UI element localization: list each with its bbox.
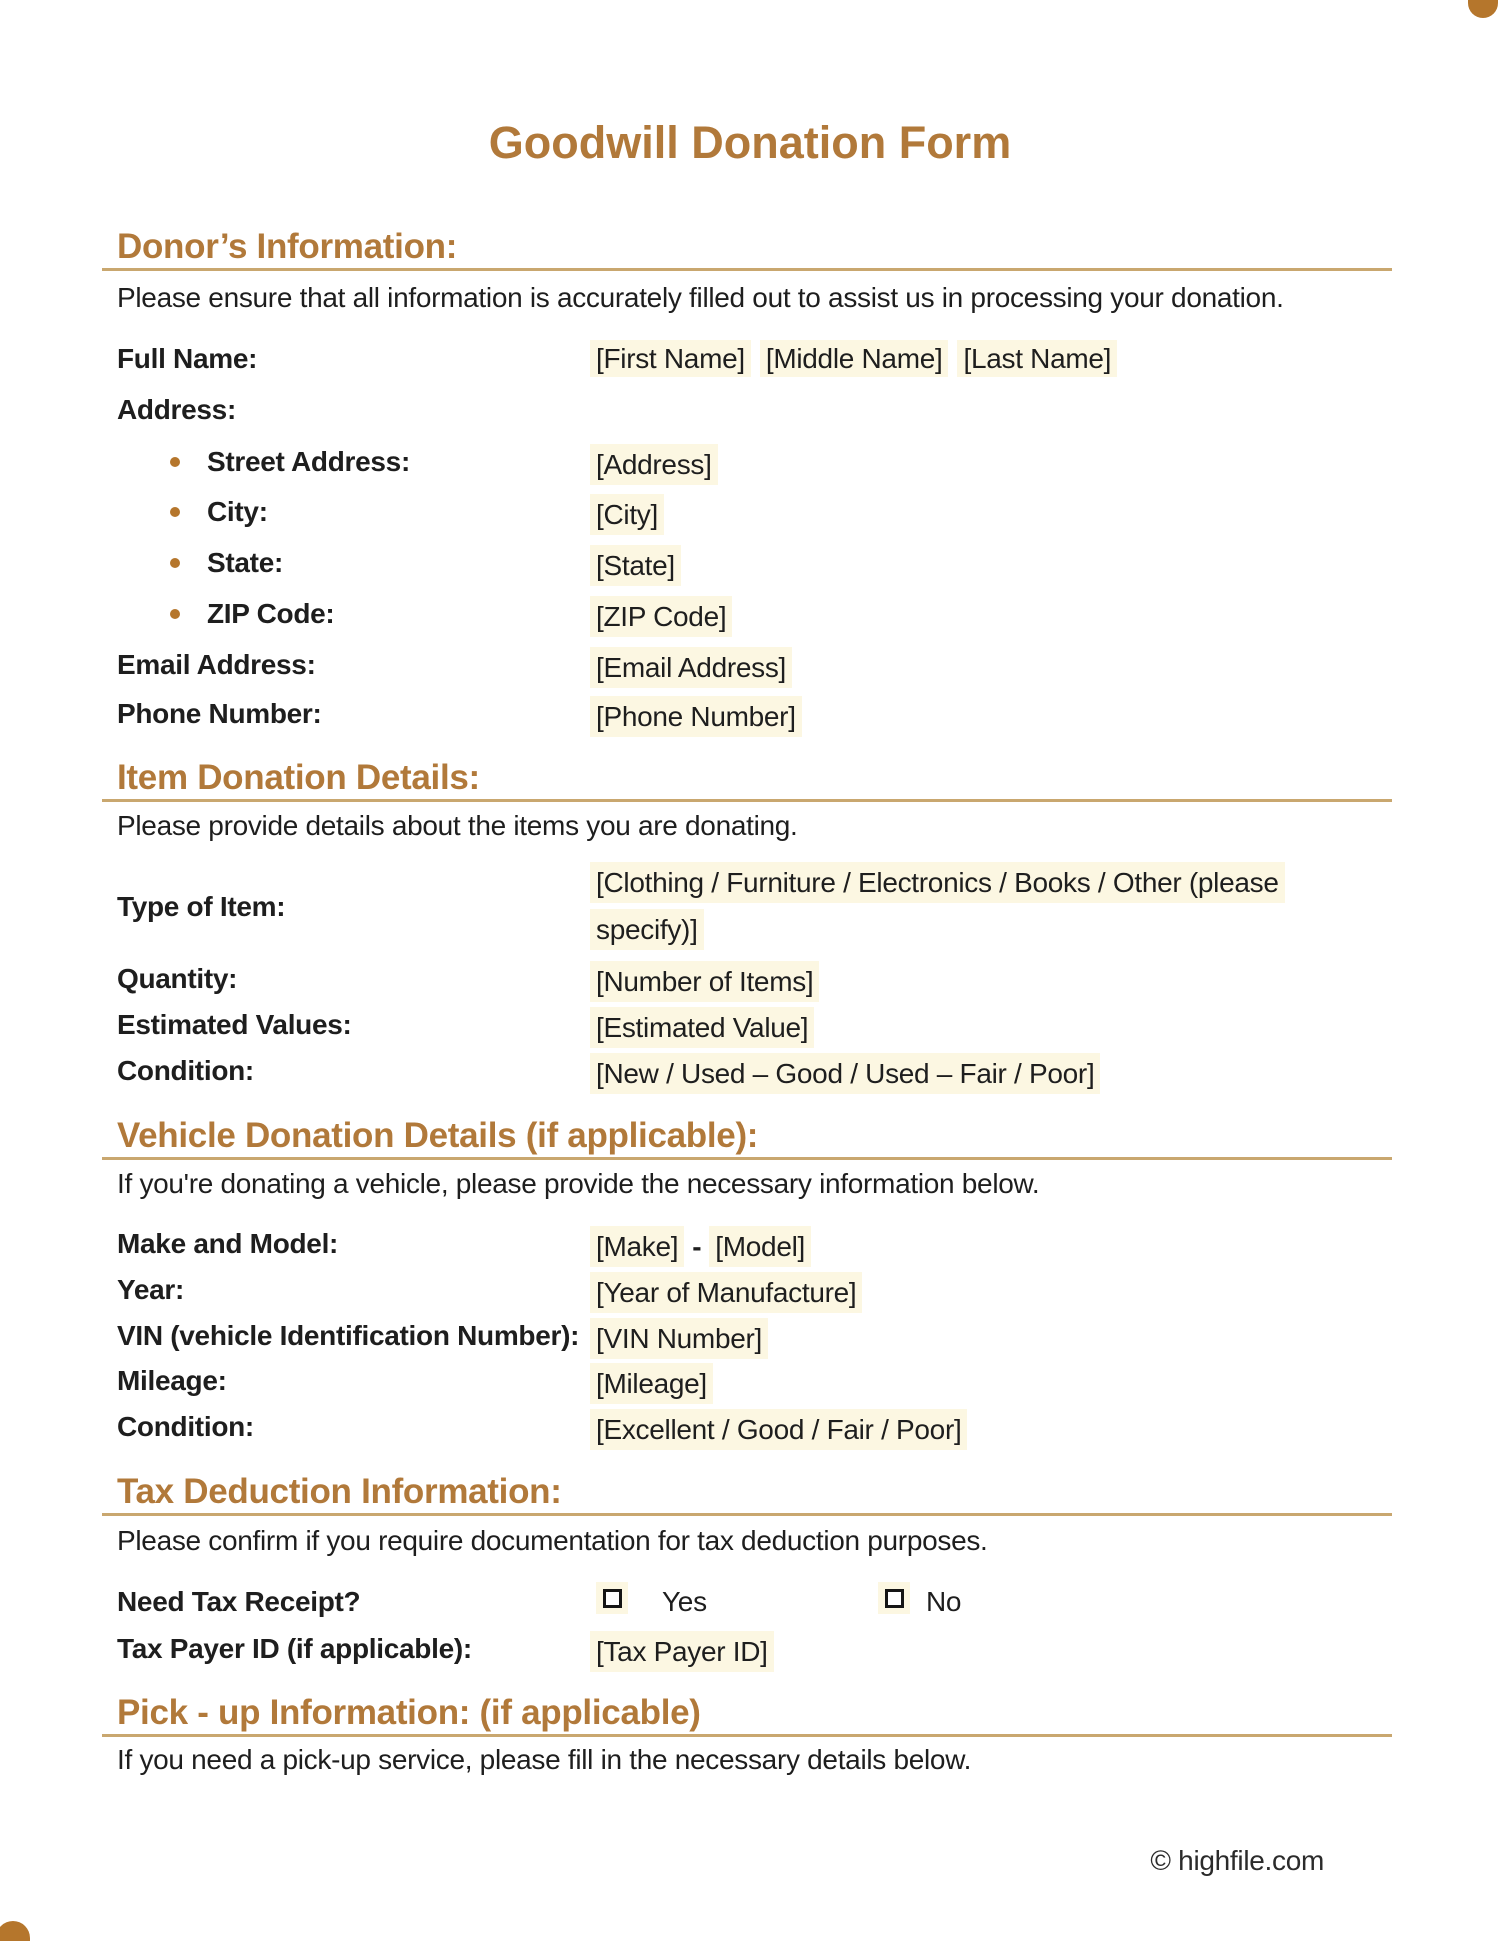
tax-payer-id-placeholder[interactable]: [Tax Payer ID] xyxy=(590,1631,774,1672)
donor-section-heading: Donor’s Information: xyxy=(117,227,458,266)
pickup-section-intro: If you need a pick-up service, please fill in the necessary details below. xyxy=(117,1744,972,1775)
field-row-state xyxy=(117,545,1407,586)
page-title: Goodwill Donation Form xyxy=(488,117,1012,168)
middle-name-placeholder[interactable]: [Middle Name] xyxy=(760,340,949,377)
no-checkbox[interactable] xyxy=(878,1582,910,1614)
field-row-email xyxy=(117,647,1407,688)
make-placeholder[interactable]: [Make] xyxy=(590,1226,684,1267)
state-label: State: xyxy=(207,547,283,578)
pickup-section-heading: Pick - up Information: (if applicable) xyxy=(117,1693,701,1732)
type-of-item-placeholder-line1[interactable]: [Clothing / Furniture / Electronics / Books / Other (please xyxy=(590,862,1285,903)
field-row-year xyxy=(117,1272,1407,1313)
tax-section-heading: Tax Deduction Information: xyxy=(117,1472,562,1511)
field-row-street-address xyxy=(117,444,1407,485)
first-name-placeholder[interactable]: [First Name] xyxy=(590,340,751,377)
yes-checkbox[interactable] xyxy=(596,1582,628,1614)
quantity-label: Quantity: xyxy=(117,963,238,994)
year-placeholder[interactable]: [Year of Manufacture] xyxy=(590,1272,862,1313)
corner-decoration-bottom-left xyxy=(0,1921,30,1941)
year-label: Year: xyxy=(117,1274,184,1305)
footer-credit: © highfile.com xyxy=(1150,1845,1324,1876)
tax-receipt-options xyxy=(590,1584,1407,1628)
vehicle-section-heading: Vehicle Donation Details (if applicable): xyxy=(117,1116,759,1155)
vehicle-condition-label: Condition: xyxy=(117,1411,254,1442)
zip-code-label: ZIP Code: xyxy=(207,598,335,629)
full-name-label: Full Name: xyxy=(117,343,258,374)
type-of-item-label: Type of Item: xyxy=(117,890,286,922)
yes-option-label: Yes xyxy=(662,1586,707,1617)
checkbox-icon xyxy=(603,1589,622,1608)
type-of-item-value xyxy=(590,862,1285,950)
bullet-icon xyxy=(170,457,180,467)
mileage-label: Mileage: xyxy=(117,1365,227,1396)
phone-label: Phone Number: xyxy=(117,698,322,729)
bullet-icon xyxy=(170,507,180,517)
email-placeholder[interactable]: [Email Address] xyxy=(590,647,792,688)
section-divider xyxy=(102,1734,1392,1737)
item-condition-placeholder[interactable]: [New / Used – Good / Used – Fair / Poor] xyxy=(590,1053,1100,1094)
need-tax-receipt-label: Need Tax Receipt? xyxy=(117,1586,361,1617)
phone-placeholder[interactable]: [Phone Number] xyxy=(590,696,802,737)
make-model-separator: - xyxy=(692,1231,702,1262)
item-condition-label: Condition: xyxy=(117,1055,254,1086)
item-section-intro: Please provide details about the items you are donating. xyxy=(117,810,798,841)
field-row-make-model xyxy=(117,1226,1407,1267)
field-row-city xyxy=(117,494,1407,535)
street-address-placeholder[interactable]: [Address] xyxy=(590,444,718,485)
model-placeholder[interactable]: [Model] xyxy=(709,1226,811,1267)
no-option-label: No xyxy=(926,1586,962,1617)
type-of-item-placeholder-line2[interactable]: specify)] xyxy=(590,909,704,950)
make-model-label: Make and Model: xyxy=(117,1228,339,1259)
zip-code-placeholder[interactable]: [ZIP Code] xyxy=(590,596,732,637)
field-row-mileage xyxy=(117,1363,1407,1404)
field-row-item-condition xyxy=(117,1053,1407,1094)
section-divider xyxy=(102,1513,1392,1516)
city-placeholder[interactable]: [City] xyxy=(590,494,664,535)
city-label: City: xyxy=(207,496,268,527)
vin-placeholder[interactable]: [VIN Number] xyxy=(590,1318,768,1359)
corner-decoration-top-right xyxy=(1468,0,1498,18)
section-divider xyxy=(102,799,1392,802)
quantity-placeholder[interactable]: [Number of Items] xyxy=(590,961,819,1002)
full-name-values xyxy=(590,341,1117,376)
mileage-placeholder[interactable]: [Mileage] xyxy=(590,1363,713,1404)
field-row-tax-payer-id xyxy=(117,1631,1407,1672)
vehicle-section-intro: If you're donating a vehicle, please provide the necessary information below. xyxy=(117,1168,1040,1199)
checkbox-icon xyxy=(885,1589,904,1608)
state-placeholder[interactable]: [State] xyxy=(590,545,681,586)
field-row-vin xyxy=(117,1318,1407,1359)
field-row-zip-code xyxy=(117,596,1407,637)
field-row-estimated-values xyxy=(117,1007,1407,1048)
vin-label: VIN (vehicle Identification Number): xyxy=(117,1320,580,1351)
field-row-type-of-item xyxy=(117,862,1407,950)
estimated-value-placeholder[interactable]: [Estimated Value] xyxy=(590,1007,814,1048)
street-address-label: Street Address: xyxy=(207,446,410,477)
donor-section-intro: Please ensure that all information is accurately filled out to assist us in processing your donation. xyxy=(117,282,1284,313)
vehicle-condition-placeholder[interactable]: [Excellent / Good / Fair / Poor] xyxy=(590,1409,967,1450)
section-divider xyxy=(102,268,1392,271)
section-divider xyxy=(102,1157,1392,1160)
last-name-placeholder[interactable]: [Last Name] xyxy=(957,340,1117,377)
field-row-phone xyxy=(117,696,1407,737)
tax-section-intro: Please confirm if you require documentation for tax deduction purposes. xyxy=(117,1525,988,1556)
estimated-values-label: Estimated Values: xyxy=(117,1009,352,1040)
item-section-heading: Item Donation Details: xyxy=(117,758,480,797)
bullet-icon xyxy=(170,558,180,568)
field-row-quantity xyxy=(117,961,1407,1002)
field-row-address xyxy=(117,392,1407,427)
email-label: Email Address: xyxy=(117,649,316,680)
tax-payer-id-label: Tax Payer ID (if applicable): xyxy=(117,1633,472,1664)
field-row-need-tax-receipt xyxy=(117,1584,1407,1628)
address-label: Address: xyxy=(117,394,236,425)
field-row-vehicle-condition xyxy=(117,1409,1407,1450)
bullet-icon xyxy=(170,609,180,619)
field-row-full-name xyxy=(117,341,1407,376)
